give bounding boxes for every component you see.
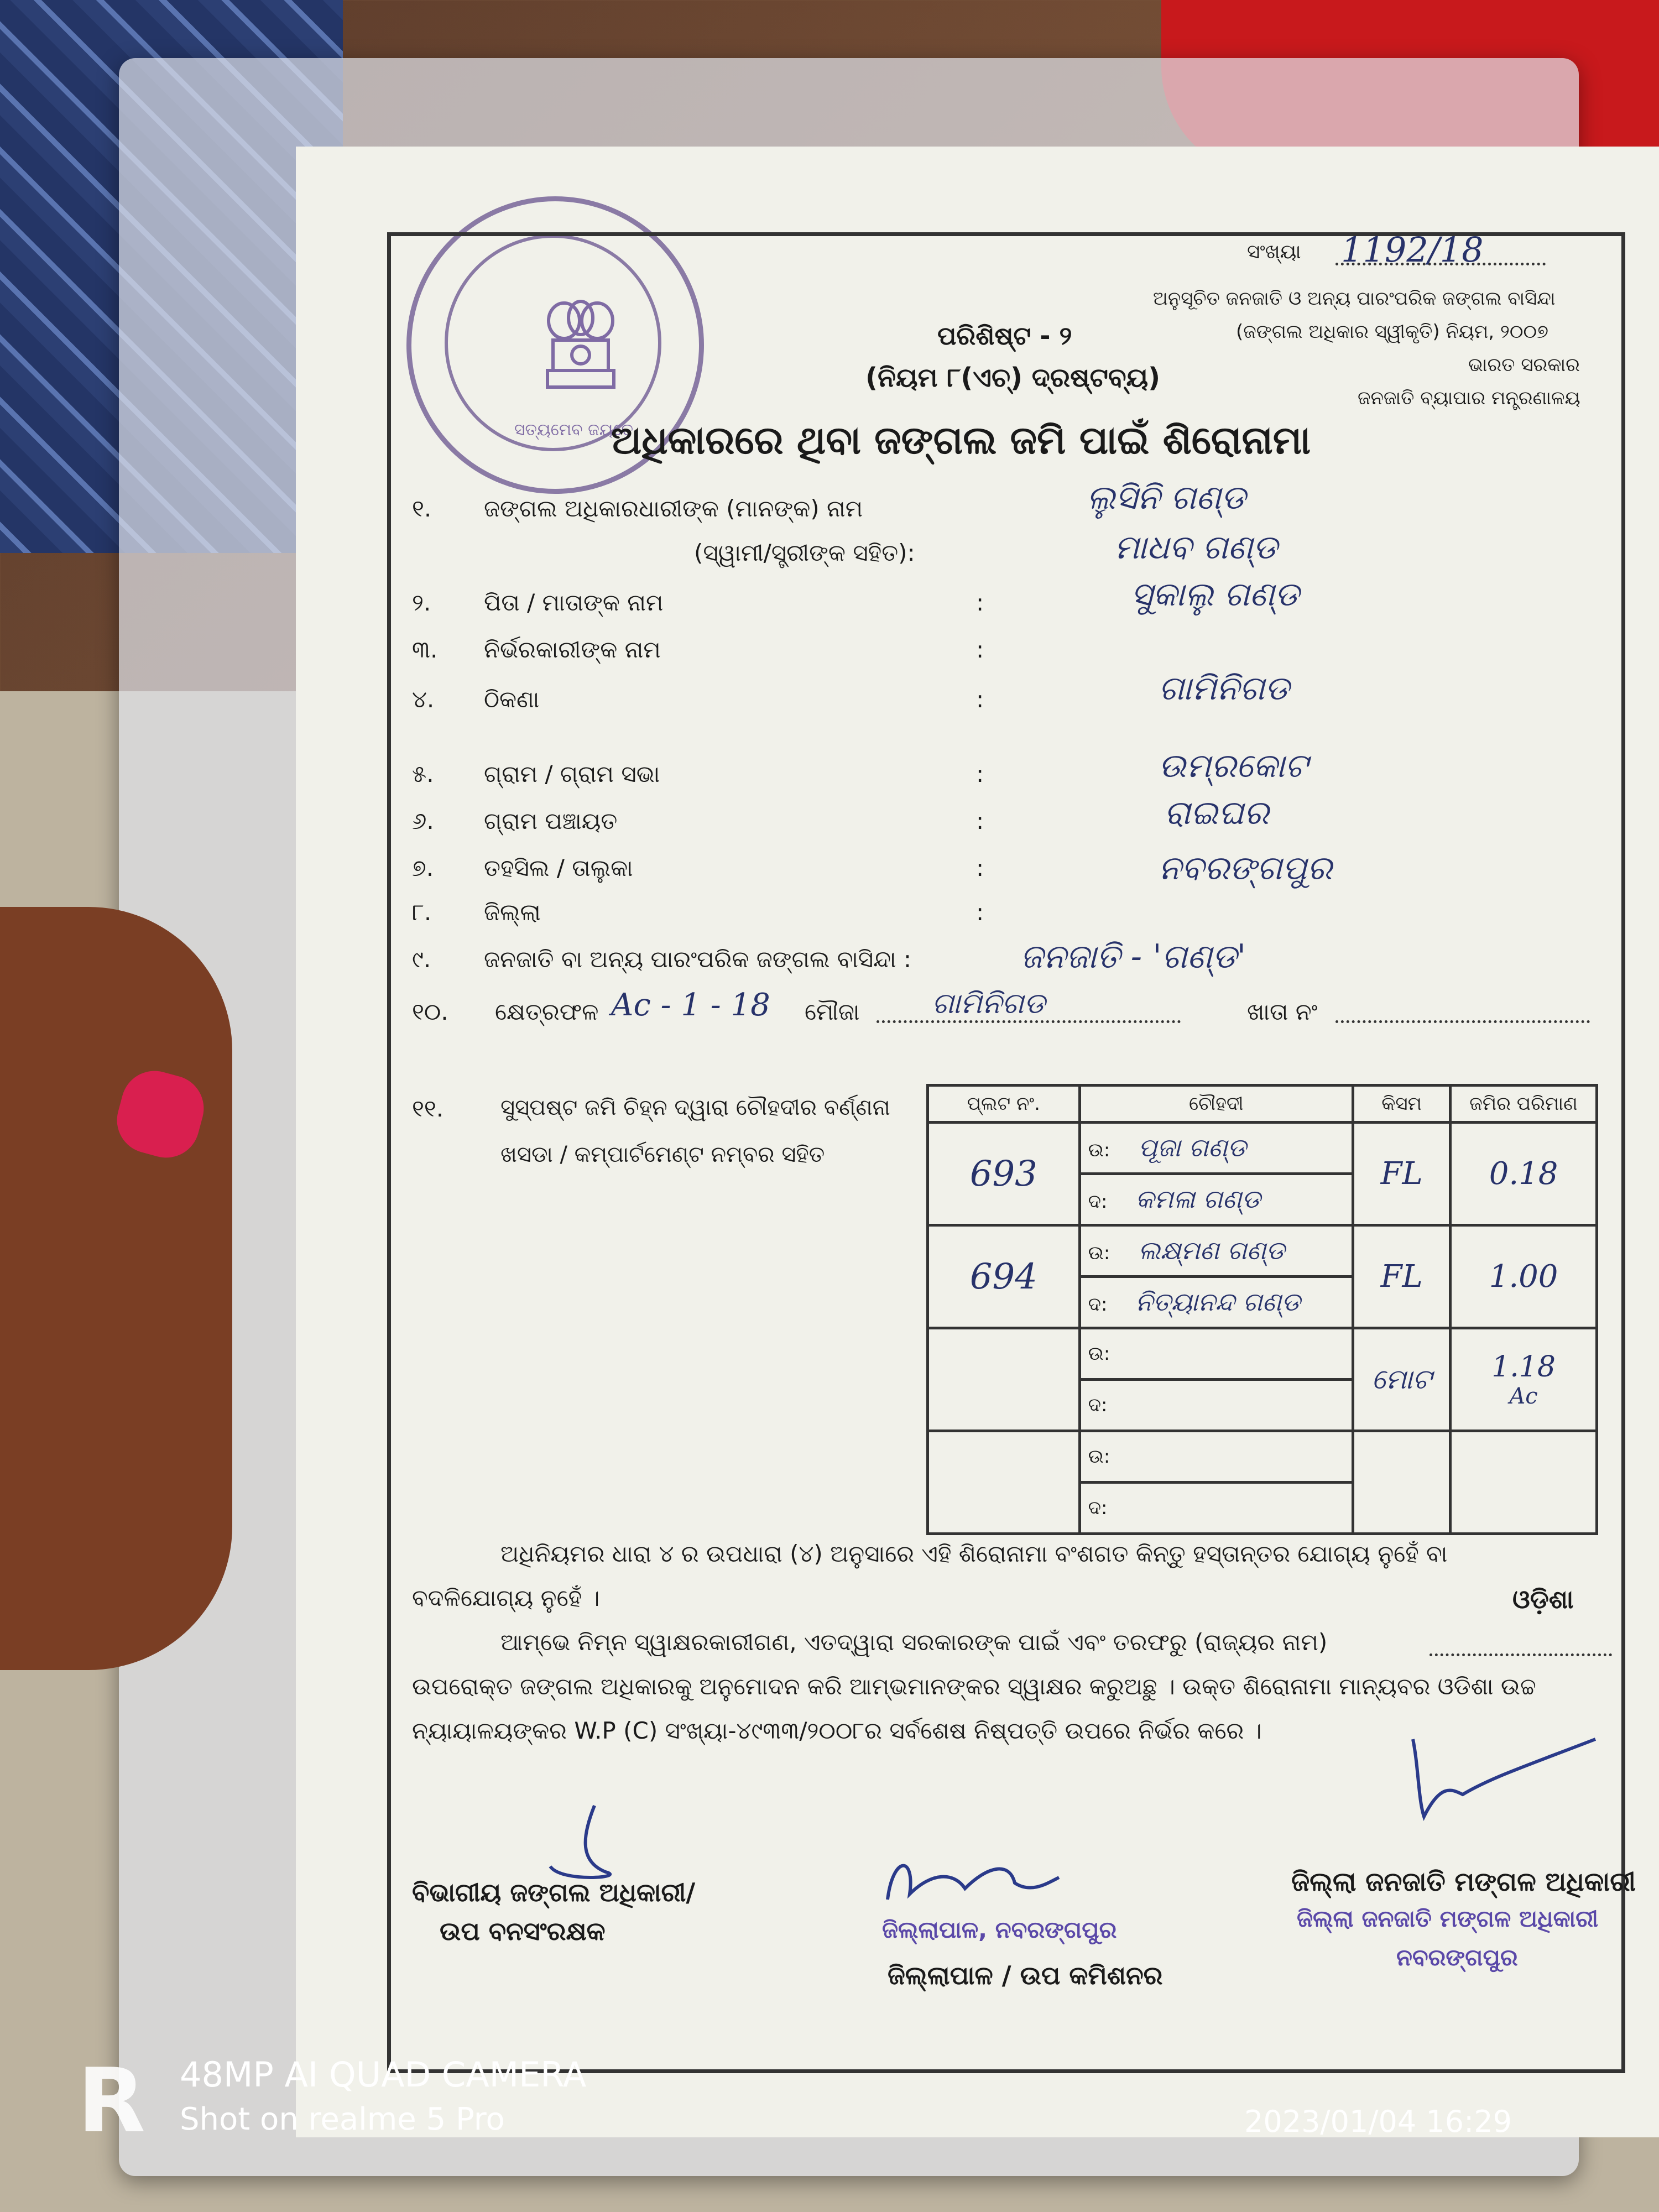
- plot-number-cell: [928, 1328, 1080, 1431]
- boundary-north-cell: ଉ:: [1079, 1431, 1353, 1483]
- land-type-cell: FL: [1353, 1225, 1451, 1328]
- field-colon: :: [976, 807, 984, 834]
- page-title: ଅଧିକାରରେ ଥିବା ଜଙ୍ଗଲ ଜମି ପାଇଁ ଶିରୋନାମା: [611, 418, 1311, 463]
- issuer-line-3: ଭାରତ ସରକାର: [1468, 354, 1580, 376]
- statement-line: ଉପରୋକ୍ତ ଜଙ୍ଗଲ ଅଧିକାରକୁ ଅନୁମୋଦନ କରି ଆମ୍ଭମାନଙ୍କର ସ୍ୱାକ୍ଷର କରୁଅଛୁ । ଉକ୍ତ ଶିରୋନାମା ମାନ୍ୟବର ଓଡିଶା ଉଚ୍ଚ: [412, 1673, 1536, 1700]
- signatory-dfo-subtitle: ଉପ ବନସଂରକ୍ଷକ: [440, 1916, 606, 1946]
- field-label: ପିତା / ମାତାଙ୍କ ନାମ: [484, 589, 664, 616]
- field-value: ଜନଜାତି - 'ଗଣ୍ଡ': [1020, 937, 1246, 976]
- field-value: ଗାମିନିଗଡ: [1159, 669, 1290, 708]
- field-number: ୯.: [412, 946, 431, 973]
- field-number: ୧.: [412, 495, 432, 522]
- table-row: [928, 1225, 1597, 1277]
- photo-timestamp: 2023/01/04 16:29: [1244, 2104, 1512, 2139]
- field-value: ଲୁସିନି ଗଣ୍ଡ: [1087, 478, 1246, 517]
- boundary-north-cell: ଉ: ପୂଜା ଗଣ୍ଡ: [1079, 1123, 1353, 1174]
- field-number: ୭.: [412, 854, 434, 881]
- state-name-line: [1430, 1653, 1612, 1656]
- field-number: ୮.: [412, 899, 432, 926]
- field-colon: :: [976, 760, 984, 787]
- boundary-south-cell: ଦ:: [1079, 1483, 1353, 1534]
- land-type-cell: FL: [1353, 1123, 1451, 1225]
- total-area-cell: 1.18 Ac: [1451, 1328, 1597, 1431]
- field-value: ସୁକାଲୁ ଗଣ୍ଡ: [1131, 575, 1300, 614]
- field-number: ୨.: [412, 589, 431, 616]
- land-area-cell: [1451, 1431, 1597, 1534]
- holding-hand: [0, 907, 232, 1670]
- signatory-collector-title: ଜିଲ୍ଲାପାଳ / ଉପ କମିଶନର: [888, 1960, 1163, 1990]
- dtwo-stamp-line-2: ନବରଙ୍ଗପୁର: [1396, 1944, 1518, 1971]
- khata-line: [1335, 1020, 1590, 1023]
- rule-reference: (ନିୟମ ୮(ଏଚ୍) ଦ୍ରଷ୍ଟବ୍ୟ): [865, 362, 1161, 393]
- area-value: Ac - 1 - 18: [611, 987, 770, 1023]
- annexure-label: ପରିଶିଷ୍ଟ - ୨: [937, 321, 1072, 351]
- signature-dfo: [528, 1800, 661, 1888]
- plot-number-cell: [928, 1431, 1080, 1534]
- field-label: ଜଙ୍ଗଲ ଅଧିକାରଧାରୀଙ୍କ (ମାନଙ୍କ) ନାମ: [484, 495, 863, 522]
- mouza-label: ମୌଜା: [805, 998, 860, 1025]
- boundary-north-cell: ଉ:: [1079, 1328, 1353, 1380]
- khata-label: ଖାତା ନଂ: [1247, 998, 1318, 1025]
- signatory-dfo-title: ବିଭାଗୀୟ ଜଙ୍ଗଲ ଅଧିକାରୀ/: [412, 1877, 696, 1907]
- field-value: ମାଧବ ଗଣ୍ଡ: [1114, 528, 1278, 567]
- statement-line: ଆମ୍ଭେ ନିମ୍ନ ସ୍ୱାକ୍ଷରକାରୀଗଣ, ଏତଦ୍ୱାରା ସରକାରଙ୍କ ପାଇଁ ଏବଂ ତରଫରୁ (ରାଜ୍ୟର ନାମ): [500, 1629, 1328, 1656]
- dtwo-stamp-line-1: ଜିଲ୍ଲା ଜନଜାତି ମଙ୍ଗଳ ଅଧିକାରୀ: [1297, 1905, 1599, 1932]
- area-label: କ୍ଷେତ୍ରଫଳ: [495, 998, 599, 1025]
- table-row: [928, 1123, 1597, 1174]
- plot-table-header: [928, 1086, 1597, 1123]
- header-type: କିସମ: [1353, 1086, 1451, 1123]
- field-label: (ସ୍ୱାମୀ/ସ୍ତ୍ରୀଙ୍କ ସହିତ):: [694, 539, 915, 566]
- field-label: ଗ୍ରାମ / ଗ୍ରାମ ସଭା: [484, 760, 660, 787]
- field-number: ୧୦.: [412, 998, 448, 1025]
- realme-logo-icon: R: [77, 2049, 146, 2152]
- field-colon: :: [976, 854, 984, 881]
- state-name: ଓଡ଼ିଶା: [1512, 1584, 1574, 1614]
- boundary-description-label: ସୁସ୍ପଷ୍ଟ ଜମି ଚିହ୍ନ ଦ୍ୱାରା ଚୌହଦୀର ବର୍ଣ୍ଣନା: [500, 1095, 890, 1120]
- issuer-line-1: ଅନୁସୂଚିତ ଜନଜାତି ଓ ଅନ୍ୟ ପାରଂପରିକ ଜଙ୍ଗଲ ବାସିନ୍ଦା: [1153, 288, 1556, 310]
- field-number: ୫.: [412, 760, 434, 787]
- land-area-cell: 0.18: [1451, 1123, 1597, 1225]
- field-value: ଉମ୍ରକୋଟ: [1159, 747, 1308, 785]
- boundary-south-cell: ଦ: କମଳା ଗଣ୍ଡ: [1079, 1174, 1353, 1225]
- field-number: ୧୧.: [412, 1095, 444, 1122]
- field-colon: :: [976, 589, 984, 616]
- signature-collector: [882, 1850, 1065, 1916]
- seal-motto: ସତ୍ୟମେବ ଜୟତେ: [514, 420, 634, 440]
- land-type-cell: [1353, 1431, 1451, 1534]
- table-row: [928, 1328, 1597, 1380]
- boundary-description-sublabel: ଖସଡା / କମ୍ପାର୍ଟମେଣ୍ଟ ନମ୍ବର ସହିତ: [500, 1142, 825, 1167]
- plot-number-cell: 693: [928, 1123, 1080, 1225]
- field-colon: :: [976, 686, 984, 713]
- header-boundary: ଚୌହଦୀ: [1079, 1086, 1353, 1123]
- plot-number-cell: 694: [928, 1225, 1080, 1328]
- shot-on-label: Shot on realme 5 Pro: [180, 2101, 505, 2137]
- mouza-value: ଗାମିନିଗଡ: [932, 987, 1045, 1020]
- boundary-south-cell: ଦ:: [1079, 1380, 1353, 1431]
- field-label: ଠିକଣା: [484, 686, 540, 713]
- field-label: ଗ୍ରାମ ପଞ୍ଚାୟତ: [484, 807, 618, 834]
- issuer-line-4: ଜନଜାତି ବ୍ୟାପାର ମନ୍ତ୍ରଣାଳୟ: [1358, 387, 1580, 409]
- boundary-south-cell: ଦ: ନିତ୍ୟାନନ୍ଦ ଗଣ୍ଡ: [1079, 1277, 1353, 1328]
- table-row: [928, 1431, 1597, 1483]
- serial-value: 1192/18: [1341, 229, 1484, 270]
- field-value: ନବରଙ୍ଗପୁର: [1159, 849, 1332, 888]
- field-number: ୬.: [412, 807, 434, 834]
- field-number: ୩.: [412, 636, 438, 663]
- land-type-cell: ମୋଟ: [1353, 1328, 1451, 1431]
- statement-line: ବଦଳିଯୋଗ୍ୟ ନୁହେଁ ।: [412, 1584, 600, 1611]
- statement-line: ଅଧିନିୟମର ଧାରା ୪ ର ଉପଧାରା (୪) ଅନୁସାରେ ଏହି ଶିରୋନାମା ବଂଶଗତ କିନ୍ତୁ ହସ୍ତାନ୍ତର ଯୋଗ୍ୟ ନୁହେଁ ବା: [500, 1540, 1448, 1567]
- field-value: ରାଇଘର: [1164, 794, 1269, 832]
- issuer-line-2: (ଜଙ୍ଗଲ ଅଧିକାର ସ୍ୱୀକୃତି) ନିୟମ, ୨୦୦୭: [1236, 321, 1548, 343]
- field-number: ୪.: [412, 686, 435, 713]
- land-area-cell: 1.00: [1451, 1225, 1597, 1328]
- field-colon: :: [976, 636, 984, 663]
- boundary-north-cell: ଉ: ଲକ୍ଷ୍ମଣ ଗଣ୍ଡ: [1079, 1225, 1353, 1277]
- plastic-sleeve: [119, 58, 1636, 2176]
- signatory-dtwo-title: ଜିଲ୍ଲା ଜନଜାତି ମଙ୍ଗଳ ଅଧିକାରୀ: [1291, 1866, 1636, 1897]
- statement-line: ନ୍ୟାୟାଳୟଙ୍କର W.P (C) ସଂଖ୍ୟା-୪୯୩୩/୨୦୦୮ର ସର୍ବଶେଷ ନିଷ୍ପତ୍ତି ଉପରେ ନିର୍ଭର କରେ ।: [412, 1717, 1262, 1744]
- field-label: ନିର୍ଭରକାରୀଙ୍କ ନାମ: [484, 636, 661, 663]
- header-plot-no: ପ୍ଲଟ ନଂ.: [928, 1086, 1080, 1123]
- signature-dtwo: [1402, 1734, 1601, 1828]
- plot-table: [926, 1084, 1598, 1535]
- camera-model-label: 48MP AI QUAD CAMERA: [180, 2054, 587, 2095]
- field-label: ଜନଜାତି ବା ଅନ୍ୟ ପାରଂପରିକ ଜଙ୍ଗଲ ବାସିନ୍ଦା :: [484, 946, 912, 973]
- collector-stamp: ଜିଲ୍ଲାପାଳ, ନବରଙ୍ଗପୁର: [882, 1916, 1117, 1943]
- field-label: ତହସିଲ / ତାଲୁକା: [484, 854, 633, 881]
- header-area: ଜମିର ପରିମାଣ: [1451, 1086, 1597, 1123]
- field-label: ଜିଲ୍ଲା: [484, 899, 541, 926]
- document-page: [296, 147, 1659, 2137]
- serial-label: ସଂଖ୍ୟା: [1247, 241, 1301, 263]
- field-colon: :: [976, 899, 984, 926]
